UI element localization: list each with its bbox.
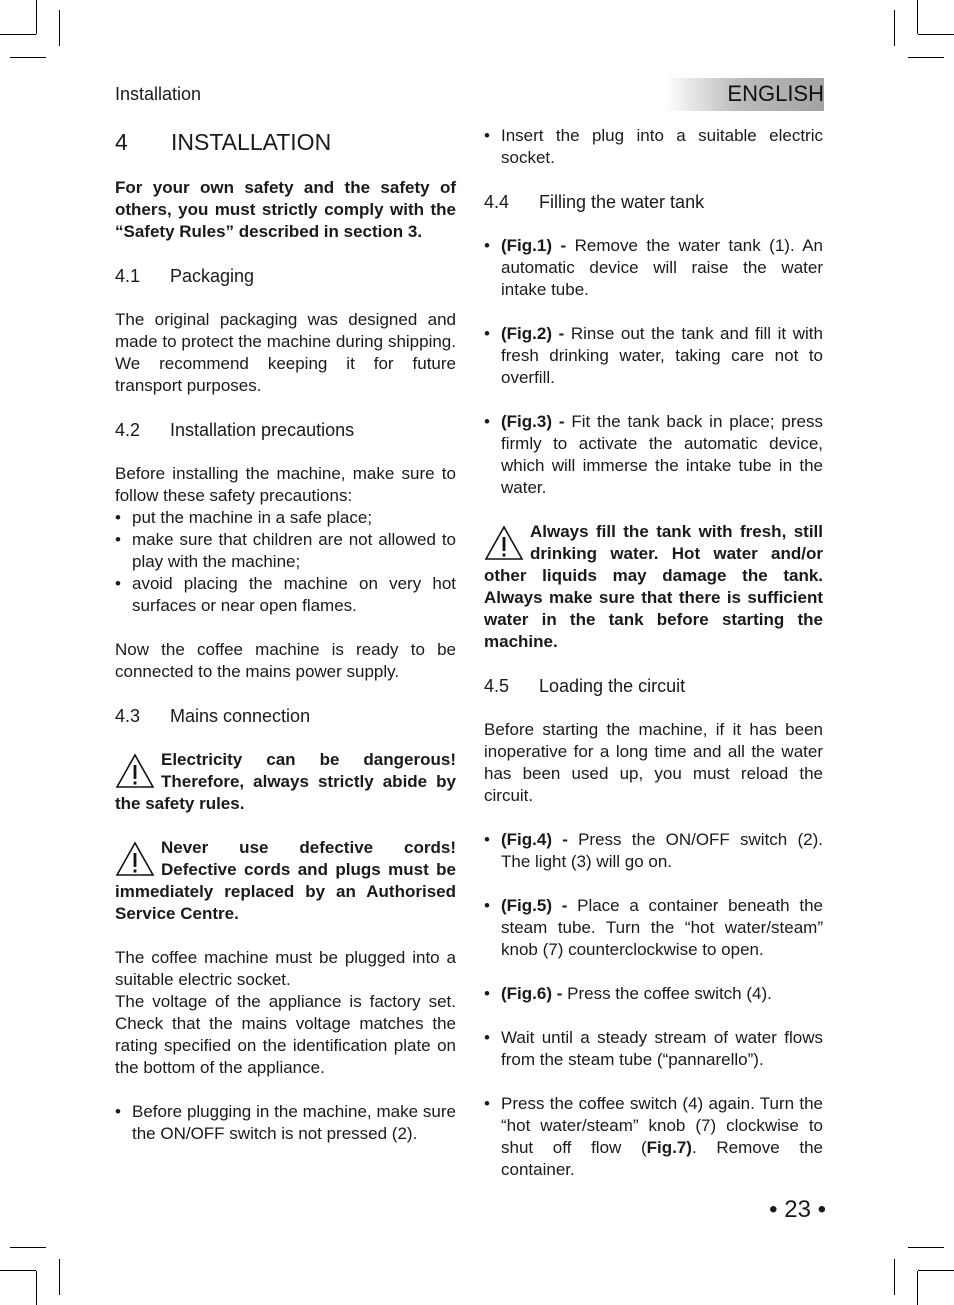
warning-text: Always fill the tank with fresh, still drinking water. Hot water and/or other liquids may damage the tank. Always make sure that there is sufficient water in the tank before starting the machine. xyxy=(484,522,823,651)
running-header: Installation xyxy=(115,84,202,104)
figure-ref: (Fig.1) - xyxy=(501,236,567,255)
step-list xyxy=(484,323,823,389)
warning-icon xyxy=(115,841,155,877)
crop-mark xyxy=(59,1259,60,1295)
circuit-text: Before starting the machine, if it has been inoperative for a long time and all the water has been used up, you must reload the circuit. xyxy=(484,720,823,805)
crop-mark xyxy=(0,1270,36,1271)
list-item xyxy=(484,829,823,873)
voltage-text: The voltage of the appliance is factory set. Check that the mains voltage matches the rating specified on the identification plate on the bottom of the appliance. xyxy=(115,992,456,1077)
warning-icon xyxy=(484,525,524,561)
step-text: Press the coffee switch (4). xyxy=(567,984,772,1003)
figure-ref: (Fig.3) - xyxy=(501,412,565,431)
section-heading xyxy=(115,265,456,287)
crop-mark xyxy=(0,34,36,35)
plug-list-continued xyxy=(484,125,823,169)
section-number: 4.3 xyxy=(115,706,141,726)
section-heading xyxy=(484,191,823,213)
step-text: Press the coffee switch (4) again. Turn the “hot water/steam” knob (7) clockwise to shut off flow ( xyxy=(501,1094,823,1157)
crop-mark xyxy=(59,10,60,46)
step-text: Place a container beneath the steam tube. Turn the “hot water/steam” knob (7) counterclockwise to open. xyxy=(501,896,823,959)
warning-block xyxy=(484,521,823,653)
warning-text: Electricity can be dangerous! Therefore, always strictly abide by the safety rules. xyxy=(115,750,456,813)
step-list xyxy=(484,829,823,873)
step-text: Press the ON/OFF switch (2). The light (3) will go on. xyxy=(501,830,823,871)
step-text: Remove the water tank (1). An automatic device will raise the water intake tube. xyxy=(501,236,823,299)
language-label: ENGLISH xyxy=(727,81,824,106)
step-text: Fit the tank back in place; press firmly to activate the automatic device, which will immerse the intake tube in the water. xyxy=(501,412,823,497)
list-item xyxy=(484,1093,823,1181)
ready-text: Now the coffee machine is ready to be connected to the mains power supply. xyxy=(115,640,456,681)
step-list xyxy=(484,411,823,499)
chapter-heading xyxy=(115,125,456,159)
figure-ref: (Fig.6) - xyxy=(501,984,563,1003)
figure-ref: Fig.7) xyxy=(646,1138,692,1157)
section-number: 4.1 xyxy=(115,266,141,286)
mains-text: The coffee machine must be plugged into a suitable electric socket. xyxy=(115,948,456,989)
precautions-list xyxy=(115,507,456,617)
safety-intro: For your own safety and the safety of others, you must strictly comply with the “Safety Rules” described in section 3. xyxy=(115,178,456,241)
list-item: • avoid placing the machine on very hot surfaces or near open flames. xyxy=(115,573,456,617)
right-column xyxy=(484,125,823,1203)
crop-mark xyxy=(908,1247,944,1248)
step-list xyxy=(484,1093,823,1181)
figure-ref: (Fig.2) - xyxy=(501,324,565,343)
warning-text: Never use defective cords! Defective cords and plugs must be immediately replaced by an Authorised Service Centre. xyxy=(115,838,456,923)
crop-mark xyxy=(36,0,37,34)
warning-icon xyxy=(115,753,155,789)
crop-mark xyxy=(918,34,954,35)
page-number: • 23 • xyxy=(769,1196,826,1223)
crop-mark xyxy=(894,10,895,46)
crop-mark xyxy=(918,1270,954,1271)
list-item: • make sure that children are not allowed to play with the machine; xyxy=(115,529,456,573)
crop-mark xyxy=(36,1271,37,1305)
list-item xyxy=(484,235,823,301)
figure-ref: (Fig.5) - xyxy=(501,896,568,915)
step-list xyxy=(484,895,823,961)
crop-mark xyxy=(917,1271,918,1305)
section-title: Loading the circuit xyxy=(539,676,686,696)
figure-ref: (Fig.4) - xyxy=(501,830,568,849)
list-item: • Wait until a steady stream of water flows from the steam tube (“pannarello”). xyxy=(484,1027,823,1071)
step-text: Rinse out the tank and fill it with fresh drinking water, taking care not to overfill. xyxy=(501,324,823,387)
section-title: Installation precautions xyxy=(170,420,355,440)
section-heading xyxy=(115,419,456,441)
list-item: • Insert the plug into a suitable electric socket. xyxy=(484,125,823,169)
step-text: . Remove the container. xyxy=(501,1138,823,1179)
section-heading xyxy=(484,675,823,697)
precautions-text: Before installing the machine, make sure to follow these safety precautions: xyxy=(115,464,456,505)
crop-mark xyxy=(894,1259,895,1295)
crop-mark xyxy=(10,1247,46,1248)
list-item: • put the machine in a safe place; xyxy=(115,507,456,529)
section-number: 4.5 xyxy=(484,676,510,696)
step-list xyxy=(484,1027,823,1071)
list-item: • Before plugging in the machine, make sure the ON/OFF switch is not pressed (2). xyxy=(115,1101,456,1145)
left-column xyxy=(115,125,456,1167)
chapter-number: 4 xyxy=(115,129,128,155)
language-banner xyxy=(665,78,824,111)
list-item xyxy=(484,895,823,961)
chapter-title: INSTALLATION xyxy=(171,129,332,155)
warning-block xyxy=(115,837,456,925)
step-list xyxy=(484,983,823,1005)
packaging-text: The original packaging was designed and made to protect the machine during shipping. We recommend keeping it for future transport purposes. xyxy=(115,310,456,395)
section-title: Packaging xyxy=(170,266,255,286)
step-list xyxy=(484,235,823,301)
section-title: Filling the water tank xyxy=(539,192,705,212)
list-item xyxy=(484,411,823,499)
section-number: 4.2 xyxy=(115,420,141,440)
list-item xyxy=(484,323,823,389)
crop-mark xyxy=(10,57,46,58)
plug-list xyxy=(115,1101,456,1145)
list-item xyxy=(484,983,823,1005)
section-heading xyxy=(115,705,456,727)
warning-block xyxy=(115,749,456,815)
section-title: Mains connection xyxy=(170,706,311,726)
crop-mark xyxy=(917,0,918,34)
crop-mark xyxy=(908,57,944,58)
section-number: 4.4 xyxy=(484,192,510,212)
